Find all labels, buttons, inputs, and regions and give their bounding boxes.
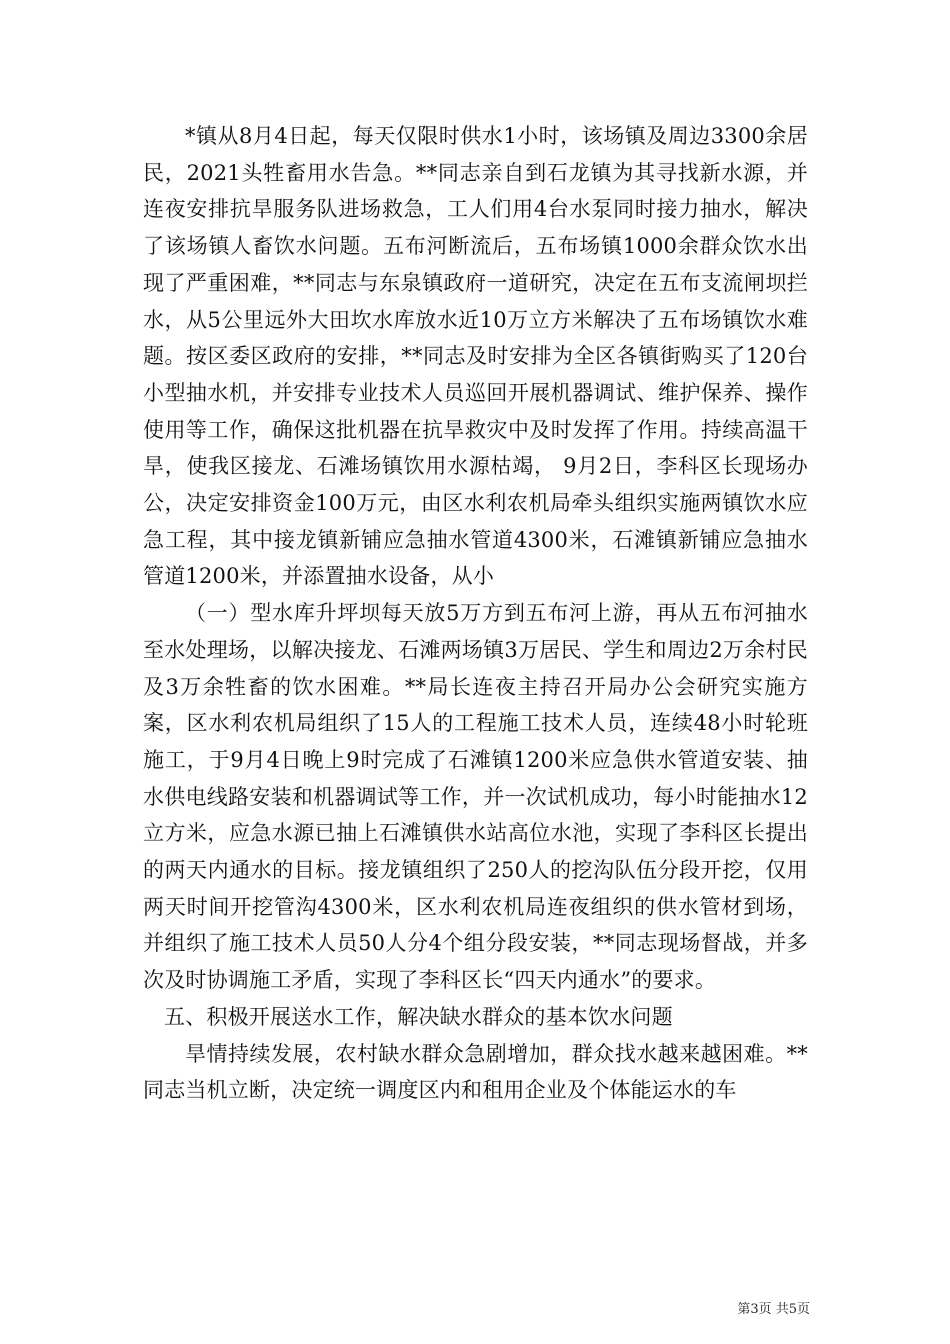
paragraph-3: 旱情持续发展，农村缺水群众急剧增加，群众找水越来越困难。**同志当机立断，决定统一调度区内和租用企业及个体能运水的车 (143, 1041, 808, 1103)
page-number-footer: 第3页 共5页 (737, 1302, 810, 1317)
paragraph-1: *镇从8月4日起，每天仅限时供水1小时，该场镇及周边3300余居民，2021头牲畜用水告急。**同志亲自到石龙镇为其寻找新水源，并连夜安排抗旱服务队进场救急，工人们用4台水泵同时接力抽水，解决了该场镇人畜饮水问题。五布河断流后，五布场镇1000余群众饮水出现了严重困难，**同志与东泉镇政府一道研究，决定在五布支流闸坝拦水，从5公里远外大田坎水库放水近10万立方米解决了五布场镇饮水难题。按区委区政府的安排，**同志及时安排为全区各镇街购买了120台小型抽水机，并安排专业技术人员巡回开展机器调试、维护保养、操作使用等工作，确保这批机器在抗旱救灾中及时发挥了作用。持续高温干旱，使我区接龙、石滩场镇饮用水源枯竭， 9月2日，李科区长现场办公，决定安排资金100万元，由区水利农机局牵头组织实施两镇饮水应急工程，其中接龙镇新铺应急抽水管道4300米，石滩镇新铺应急抽水管道1200米，并添置抽水设备，从小 (143, 124, 808, 589)
paragraph-2: （一）型水库升坪坝每天放5万方到五布河上游，再从五布河抽水至水处理场，以解决接龙、石滩两场镇3万居民、学生和周边2万余村民及3万余牲畜的饮水困难。**局长连夜主持召开局办公会研究实施方案，区水利农机局组织了15人的工程施工技术人员，连续48小时轮班施工，于9月4日晚上9时完成了石滩镇1200米应急供水管道安装、抽水供电线路安装和机器调试等工作，并一次试机成功，每小时能抽水12立方米，应急水源已抽上石滩镇供水站高位水池，实现了李科区长提出的两天内通水的目标。接龙镇组织了250人的挖沟队伍分段开挖，仅用两天时间开挖管沟4300米，区水利农机局连夜组织的供水管材到场，并组织了施工技术人员50人分4个组分段安装，**同志现场督战，并多次及时协调施工矛盾，实现了李科区长“四天内通水”的要求。 (143, 601, 808, 993)
body-text (143, 118, 808, 1109)
section-heading: 五、积极开展送水工作，解决缺水群众的基本饮水问题 (164, 1004, 673, 1029)
